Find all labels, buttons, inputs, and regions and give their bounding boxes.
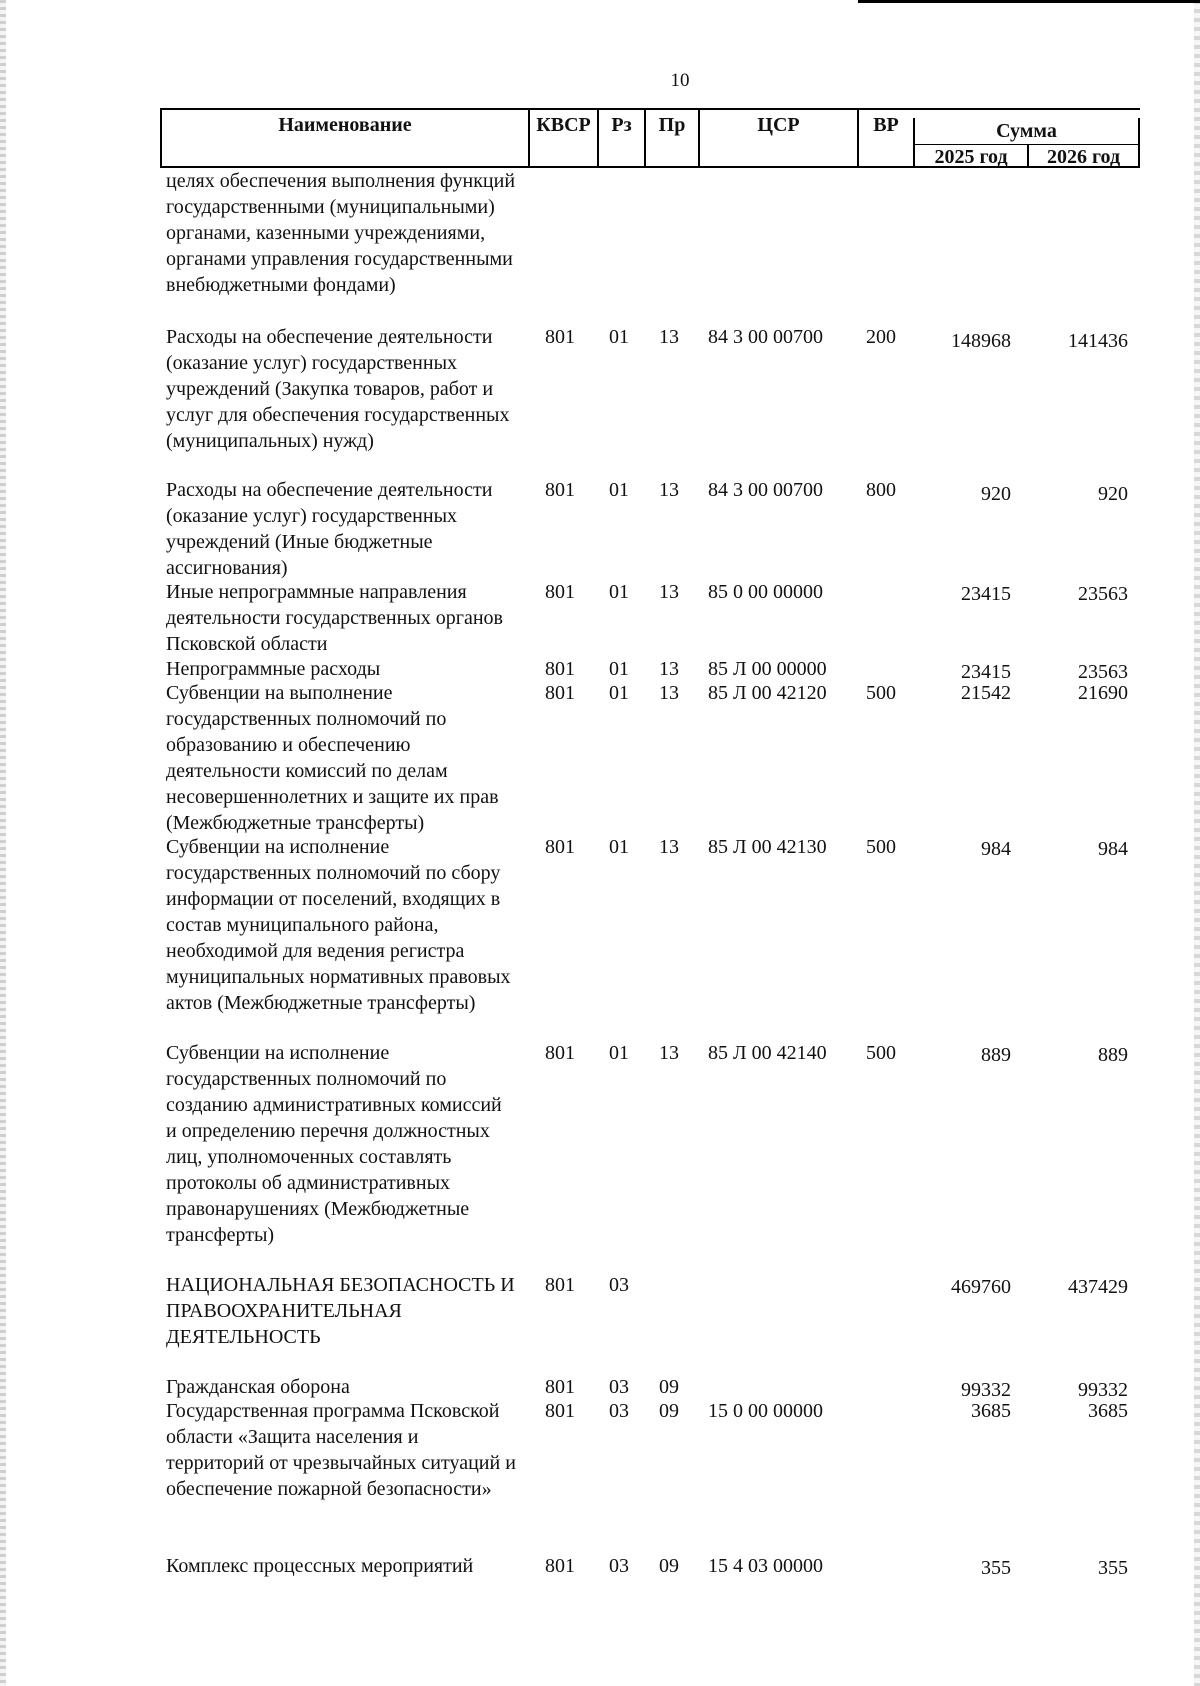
cell-csr: 15 4 03 00000 xyxy=(708,1555,823,1577)
cell-csr: 85 Л 00 42140 xyxy=(708,1042,827,1064)
cell-sum-2026: 141436 xyxy=(1068,330,1128,352)
cell-sum-2026: 99332 xyxy=(1078,1379,1128,1401)
cell-vr: 200 xyxy=(866,326,896,348)
row-name: Комплекс процессных мероприятий xyxy=(166,1555,474,1577)
cell-rz: 01 xyxy=(609,682,629,704)
cell-rz: 01 xyxy=(609,1042,629,1064)
table-row xyxy=(0,1272,1200,1376)
row-name: Гражданская оборона xyxy=(166,1376,350,1398)
cell-sum-2025: 469760 xyxy=(951,1276,1011,1298)
table-row xyxy=(0,477,1200,581)
cell-sum-2025: 23415 xyxy=(961,583,1011,605)
cell-csr: 85 Л 00 00000 xyxy=(708,658,827,680)
row-name: Непрограммные расходы xyxy=(166,658,381,680)
cell-sum-2025: 984 xyxy=(981,838,1011,860)
cell-kvsr: 801 xyxy=(545,682,575,704)
header-rz: Рз xyxy=(611,114,632,136)
cell-sum-2025: 148968 xyxy=(951,330,1011,352)
header-year-2025: 2025 год xyxy=(934,146,1008,168)
cell-sum-2025: 21542 xyxy=(961,682,1011,704)
row-name: НАЦИОНАЛЬНАЯ БЕЗОПАСНОСТЬ И ПРАВООХРАНИТЕЛЬНАЯ ДЕЯТЕЛЬНОСТЬ xyxy=(166,1274,515,1348)
cell-pr: 09 xyxy=(659,1376,679,1398)
cell-sum-2026: 889 xyxy=(1098,1044,1128,1066)
cell-kvsr: 801 xyxy=(545,658,575,680)
cell-sum-2026: 984 xyxy=(1098,838,1128,860)
top-rule xyxy=(858,0,1200,3)
cell-rz: 01 xyxy=(609,479,629,501)
table-row xyxy=(0,1553,1200,1579)
table-row xyxy=(0,834,1200,1042)
cell-rz: 01 xyxy=(609,326,629,348)
cell-rz: 03 xyxy=(609,1274,629,1296)
cell-sum-2026: 437429 xyxy=(1068,1276,1128,1298)
row-name: целях обеспечения выполнения функций государственными (муниципальными) органами, казенными учреждениями, органами управления государственными внебюджетными фондами) xyxy=(166,170,516,296)
cell-kvsr: 801 xyxy=(545,581,575,603)
cell-vr: 500 xyxy=(866,682,896,704)
cell-sum-2026: 920 xyxy=(1098,483,1128,505)
cell-pr: 13 xyxy=(659,836,679,858)
cell-csr: 85 Л 00 42120 xyxy=(708,682,827,704)
table-row xyxy=(0,656,1200,682)
cell-pr: 09 xyxy=(659,1555,679,1577)
row-name: Субвенции на исполнение государственных полномочий по сбору информации от поселений, входящих в состав муниципального района, необходимой для ведения регистра муниципальных нормативных правовых актов (Межбюджетные трансферты) xyxy=(166,836,511,1014)
cell-pr: 13 xyxy=(659,1042,679,1064)
header-csr: ЦСР xyxy=(757,114,800,136)
cell-sum-2025: 355 xyxy=(981,1557,1011,1579)
cell-vr: 500 xyxy=(866,1042,896,1064)
row-name: Иные непрограммные направления деятельности государственных органов Псковской области xyxy=(166,581,503,655)
cell-csr: 15 0 00 00000 xyxy=(708,1400,823,1422)
row-name: Субвенции на исполнение государственных полномочий по созданию административных комиссий и определению перечня должностных лиц, уполномоченных составлять протоколы об административных правонарушениях (Межбюджетные трансферты) xyxy=(166,1042,502,1246)
cell-csr: 85 Л 00 42130 xyxy=(708,836,827,858)
cell-kvsr: 801 xyxy=(545,1042,575,1064)
header-top-border xyxy=(160,108,1140,110)
header-sum: Сумма xyxy=(996,120,1057,142)
cell-kvsr: 801 xyxy=(545,479,575,501)
header-pr: Пр xyxy=(658,114,686,136)
header-year-2026: 2026 год xyxy=(1046,146,1121,168)
cell-kvsr: 801 xyxy=(545,1274,575,1296)
cell-kvsr: 801 xyxy=(545,1376,575,1398)
cell-rz: 03 xyxy=(609,1400,629,1422)
cell-rz: 01 xyxy=(609,581,629,603)
cell-rz: 01 xyxy=(609,658,629,680)
cell-kvsr: 801 xyxy=(545,836,575,858)
row-name: Государственная программа Псковской области «Защита населения и территорий от чрезвычайных ситуаций и обеспечение пожарной безопасности» xyxy=(166,1400,516,1500)
header-kvsr: КВСР xyxy=(536,114,591,136)
header-name: Наименование xyxy=(278,114,412,136)
row-name: Субвенции на выполнение государственных полномочий по образованию и обеспечению деятельности комиссий по делам несовершеннолетних и защите их прав (Межбюджетные трансферты) xyxy=(166,682,499,834)
page-number: 10 xyxy=(670,70,690,91)
cell-rz: 03 xyxy=(609,1376,629,1398)
cell-rz: 01 xyxy=(609,836,629,858)
cell-sum-2025: 889 xyxy=(981,1044,1011,1066)
table-row xyxy=(0,680,1200,836)
cell-pr: 13 xyxy=(659,479,679,501)
cell-csr: 85 0 00 00000 xyxy=(708,581,823,603)
table-row xyxy=(0,1374,1200,1400)
cell-pr: 13 xyxy=(659,658,679,680)
cell-sum-2026: 23563 xyxy=(1078,583,1128,605)
table-row xyxy=(0,168,1200,324)
cell-csr: 84 3 00 00700 xyxy=(708,479,823,501)
table-row xyxy=(0,1040,1200,1274)
cell-pr: 09 xyxy=(659,1400,679,1422)
cell-sum-2026: 355 xyxy=(1098,1557,1128,1579)
cell-sum-2026: 21690 xyxy=(1078,682,1128,704)
cell-sum-2025: 99332 xyxy=(961,1379,1011,1401)
cell-pr: 13 xyxy=(659,682,679,704)
cell-sum-2026: 3685 xyxy=(1088,1400,1128,1422)
cell-sum-2025: 920 xyxy=(981,483,1011,505)
cell-rz: 03 xyxy=(609,1555,629,1577)
table-row xyxy=(0,324,1200,480)
cell-csr: 84 3 00 00700 xyxy=(708,326,823,348)
table-header xyxy=(160,108,1140,168)
header-vr: ВР xyxy=(873,114,899,136)
cell-sum-2025: 23415 xyxy=(961,661,1011,683)
table-row xyxy=(0,1398,1200,1554)
cell-pr: 13 xyxy=(659,581,679,603)
cell-vr: 500 xyxy=(866,836,896,858)
cell-sum-2026: 23563 xyxy=(1078,661,1128,683)
cell-vr: 800 xyxy=(866,479,896,501)
cell-kvsr: 801 xyxy=(545,1555,575,1577)
row-name: Расходы на обеспечение деятельности (оказание услуг) государственных учреждений (Иные бюджетные ассигнования) xyxy=(166,479,493,579)
cell-kvsr: 801 xyxy=(545,326,575,348)
table-row xyxy=(0,579,1200,657)
cell-kvsr: 801 xyxy=(545,1400,575,1422)
header-divider xyxy=(1138,118,1140,168)
row-name: Расходы на обеспечение деятельности (оказание услуг) государственных учреждений (Закупка товаров, работ и услуг для обеспечения государственных (муниципальных) нужд) xyxy=(166,326,510,452)
cell-sum-2025: 3685 xyxy=(971,1400,1011,1422)
cell-pr: 13 xyxy=(659,326,679,348)
